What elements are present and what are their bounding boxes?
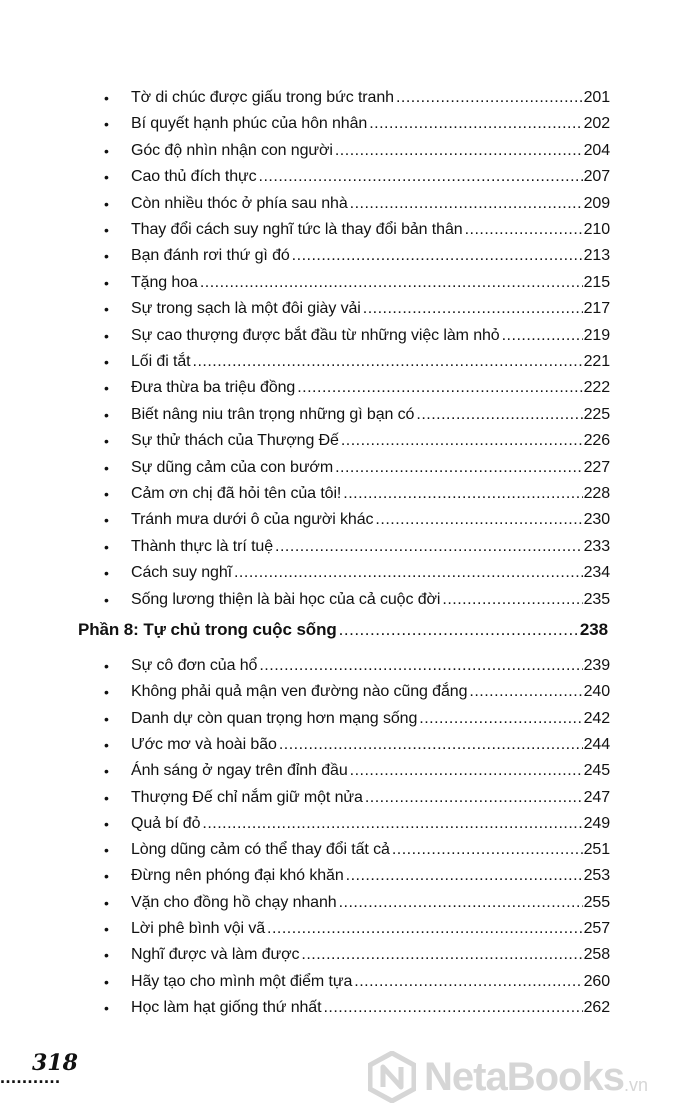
bullet-icon: • — [104, 222, 109, 238]
toc-entry-page: 209 — [583, 194, 610, 212]
bullet-icon: • — [104, 947, 109, 964]
toc-entry-page: 201 — [583, 89, 610, 106]
leader-dots — [392, 840, 583, 860]
toc-entry-page: 262 — [583, 998, 610, 1016]
toc-entry-page: 238 — [579, 620, 608, 639]
leader-dots — [339, 893, 583, 913]
bullet-icon: • — [104, 433, 109, 450]
leader-dots — [346, 866, 583, 886]
watermark-brand: NetaBooks — [424, 1054, 624, 1099]
leader-dots — [365, 788, 583, 808]
bullet-icon: • — [104, 842, 109, 859]
bullet-icon: • — [104, 565, 109, 582]
toc-entry — [104, 531, 610, 557]
toc-entry-title: Sự dũng cảm của con bướm — [131, 458, 334, 476]
toc-entry-page: 221 — [583, 353, 610, 370]
leader-dots — [339, 620, 579, 640]
leader-dots — [267, 919, 583, 939]
toc-entry-page: 228 — [583, 485, 610, 502]
toc-entry — [104, 860, 610, 886]
leader-dots — [396, 88, 583, 108]
bullet-icon: • — [104, 868, 109, 885]
leader-dots — [375, 510, 582, 530]
toc-entry-page: 251 — [583, 841, 610, 859]
leader-dots — [202, 814, 582, 834]
bullet-icon: • — [104, 195, 109, 212]
toc-entry — [104, 939, 610, 965]
toc-entry — [104, 452, 610, 478]
leader-dots — [323, 998, 582, 1018]
leader-dots — [502, 326, 583, 346]
toc-entry-title: Không phải quả mận ven đường nào cũng đắng — [131, 683, 468, 701]
leader-dots — [279, 735, 583, 755]
toc-entry-page: 210 — [583, 221, 610, 238]
toc-entry-title: Học làm hạt giống thứ nhất — [131, 998, 322, 1016]
leader-dots — [343, 484, 582, 504]
toc-entry-title: Hãy tạo cho mình một điểm tựa — [131, 972, 353, 990]
netabooks-logo-icon — [368, 1051, 416, 1103]
toc-entry-page: 249 — [583, 814, 610, 832]
toc-entry-page: 204 — [583, 141, 610, 159]
toc-entry — [104, 557, 610, 583]
toc-entry — [104, 293, 610, 319]
bullet-icon: • — [104, 815, 109, 832]
toc-entry-title: Cao thủ đích thực — [131, 168, 257, 186]
toc-entry — [104, 504, 610, 530]
toc-entry-page: 234 — [583, 564, 610, 582]
toc-entry — [104, 320, 610, 346]
bullet-icon: • — [104, 921, 109, 937]
leader-dots — [354, 972, 582, 992]
toc-entry — [104, 584, 610, 610]
bullet-icon: • — [104, 789, 109, 806]
leader-dots — [297, 378, 582, 398]
toc-entry — [104, 346, 610, 372]
toc-entry-title: Tránh mưa dưới ô của người khác — [131, 511, 374, 529]
toc-entry — [104, 399, 610, 425]
toc-entry-title: Ước mơ và hoài bão — [131, 735, 277, 753]
toc-entry-title: Vặn cho đồng hồ chạy nhanh — [131, 893, 337, 911]
toc-entry-title: Sự trong sạch là một đôi giày vải — [131, 300, 361, 318]
toc-entry — [104, 188, 610, 214]
toc-entry — [104, 966, 610, 992]
leader-dots — [465, 220, 583, 240]
toc-entry-title: Đưa thừa ba triệu đồng — [131, 379, 296, 397]
bullet-icon: • — [104, 380, 109, 397]
bullet-icon: • — [104, 999, 109, 1016]
toc-entry-page: 222 — [583, 379, 610, 397]
leader-dots — [369, 114, 582, 134]
leader-dots — [259, 167, 583, 187]
toc-entry — [104, 676, 610, 702]
bullet-icon: • — [104, 894, 109, 911]
bullet-icon: • — [104, 354, 109, 370]
toc-entry-title: Sự cô đơn của hổ — [131, 657, 258, 674]
toc-entry-page: 260 — [583, 972, 610, 990]
toc-entry-page: 230 — [583, 511, 610, 529]
watermark-suffix: .vn — [623, 1075, 648, 1095]
toc-entry-title: Sự cao thượng được bắt đầu từ những việc làm nhỏ — [131, 326, 500, 344]
toc-entry-page: 255 — [583, 893, 610, 911]
leader-dots — [292, 246, 583, 266]
toc-entry — [104, 82, 610, 108]
leader-dots — [363, 299, 583, 319]
toc-entry-title: Bạn đánh rơi thứ gì đó — [131, 247, 290, 265]
leader-dots — [200, 273, 583, 293]
toc-entry-page: 240 — [583, 683, 610, 701]
toc-entry-title: Thay đổi cách suy nghĩ tức là thay đổi bản thân — [131, 221, 463, 238]
bullet-icon: • — [104, 486, 109, 502]
toc-entry — [104, 425, 610, 451]
bullet-icon: • — [104, 512, 109, 529]
leader-dots — [335, 141, 583, 161]
toc-entry-page: 217 — [583, 300, 610, 318]
bullet-icon: • — [104, 459, 109, 476]
leader-dots — [259, 656, 582, 676]
leader-dots — [416, 405, 582, 425]
bullet-icon: • — [104, 90, 109, 106]
toc-entry — [104, 240, 610, 266]
toc-entry — [104, 161, 610, 187]
toc-entry-page: 247 — [583, 788, 610, 806]
toc-entry-title: Bí quyết hạnh phúc của hôn nhân — [131, 115, 368, 133]
bullet-icon: • — [104, 973, 109, 990]
toc-entry-page: 215 — [583, 273, 610, 291]
toc-section-heading — [78, 614, 608, 640]
toc-entry — [104, 992, 610, 1018]
toc-entry-title: Quả bí đỏ — [131, 814, 201, 832]
bullet-icon: • — [104, 658, 109, 674]
bullet-icon: • — [104, 763, 109, 780]
toc-entry-page: 202 — [583, 115, 610, 133]
bullet-icon: • — [104, 710, 109, 727]
toc-entry-title: Còn nhiều thóc ở phía sau nhà — [131, 194, 348, 212]
toc-entry — [104, 729, 610, 755]
toc-entry-title: Danh dự còn quan trọng hơn mạng sống — [131, 709, 418, 727]
page-number: 318 — [32, 1050, 78, 1076]
bullet-icon: • — [104, 736, 109, 753]
bullet-icon: • — [104, 538, 109, 555]
bullet-icon: • — [104, 301, 109, 318]
leader-dots — [301, 945, 582, 965]
toc-entry — [104, 478, 610, 504]
toc-entry-title: Tặng hoa — [131, 273, 198, 291]
bullet-icon: • — [104, 274, 109, 291]
toc-entry — [104, 755, 610, 781]
bullet-icon: • — [104, 591, 109, 608]
toc-entry-title: Phần 8: Tự chủ trong cuộc sống — [78, 620, 337, 639]
bullet-icon: • — [104, 169, 109, 186]
toc-entry — [104, 703, 610, 729]
toc-entry — [104, 834, 610, 860]
toc-entry — [104, 782, 610, 808]
toc-entry-title: Sống lương thiện là bài học của cả cuộc đời — [131, 590, 441, 608]
toc-entry-title: Đừng nên phóng đại khó khăn — [131, 867, 344, 885]
toc-entry-title: Biết nâng niu trân trọng những gì bạn có — [131, 405, 415, 423]
toc-entry-title: Sự thử thách của Thượng Đế — [131, 432, 339, 450]
toc-entry-title: Lòng dũng cảm có thể thay đổi tất cả — [131, 841, 390, 859]
toc-entry-page: 213 — [583, 247, 610, 265]
leader-dots — [419, 709, 582, 729]
toc-entry-title: Góc độ nhìn nhận con người — [131, 141, 333, 159]
toc-entry-title: Lời phê bình vội vã — [131, 920, 266, 937]
toc-entry — [104, 135, 610, 161]
toc-entry-title: Cảm ơn chị đã hỏi tên của tôi! — [131, 485, 342, 502]
toc-entry — [104, 372, 610, 398]
leader-dots — [234, 563, 583, 583]
toc-entry — [104, 650, 610, 676]
toc-entry-page: 253 — [583, 867, 610, 885]
toc-entry-title: Nghĩ được và làm được — [131, 946, 300, 964]
toc-entry-title: Lối đi tắt — [131, 353, 191, 370]
toc-entry — [104, 214, 610, 240]
bullet-icon: • — [104, 327, 109, 344]
toc-entry-page: 225 — [583, 405, 610, 423]
toc-entry-page: 227 — [583, 458, 610, 476]
toc-entry-title: Thượng Đế chỉ nắm giữ một nửa — [131, 788, 363, 806]
toc-entry — [104, 887, 610, 913]
leader-dots — [275, 537, 583, 557]
leader-dots — [442, 590, 582, 610]
toc-entry-title: Tờ di chúc được giấu trong bức tranh — [131, 89, 394, 106]
leader-dots — [335, 458, 583, 478]
toc-entry-title: Ánh sáng ở ngay trên đỉnh đầu — [131, 762, 348, 780]
toc-entry — [104, 267, 610, 293]
leader-dots — [469, 682, 582, 702]
toc-entry-page: 219 — [583, 326, 610, 344]
toc-entry-page: 242 — [583, 709, 610, 727]
bullet-icon: • — [104, 248, 109, 265]
leader-dots — [350, 194, 583, 214]
bullet-icon: • — [104, 142, 109, 159]
toc-entry-page: 235 — [583, 590, 610, 608]
toc-entry — [104, 108, 610, 134]
toc-entry-page: 239 — [583, 657, 610, 674]
footer-dots: ........... — [0, 1067, 61, 1087]
leader-dots — [341, 431, 583, 451]
bullet-icon: • — [104, 684, 109, 701]
bullet-icon: • — [104, 116, 109, 133]
toc-entry-page: 233 — [583, 537, 610, 555]
toc-entry-page: 207 — [583, 168, 610, 186]
toc-entry-title: Cách suy nghĩ — [131, 564, 232, 582]
toc-entry — [104, 913, 610, 939]
toc-entry-page: 257 — [583, 920, 610, 937]
leader-dots — [193, 352, 583, 372]
toc-entry-title: Thành thực là trí tuệ — [131, 537, 274, 555]
bullet-icon: • — [104, 406, 109, 423]
watermark — [368, 1040, 698, 1114]
toc-entry-page: 244 — [583, 735, 610, 753]
toc-entry-page: 258 — [583, 946, 610, 964]
toc-entry-page: 226 — [583, 432, 610, 450]
leader-dots — [350, 761, 583, 781]
toc-entry — [104, 808, 610, 834]
toc-entry-page: 245 — [583, 762, 610, 780]
